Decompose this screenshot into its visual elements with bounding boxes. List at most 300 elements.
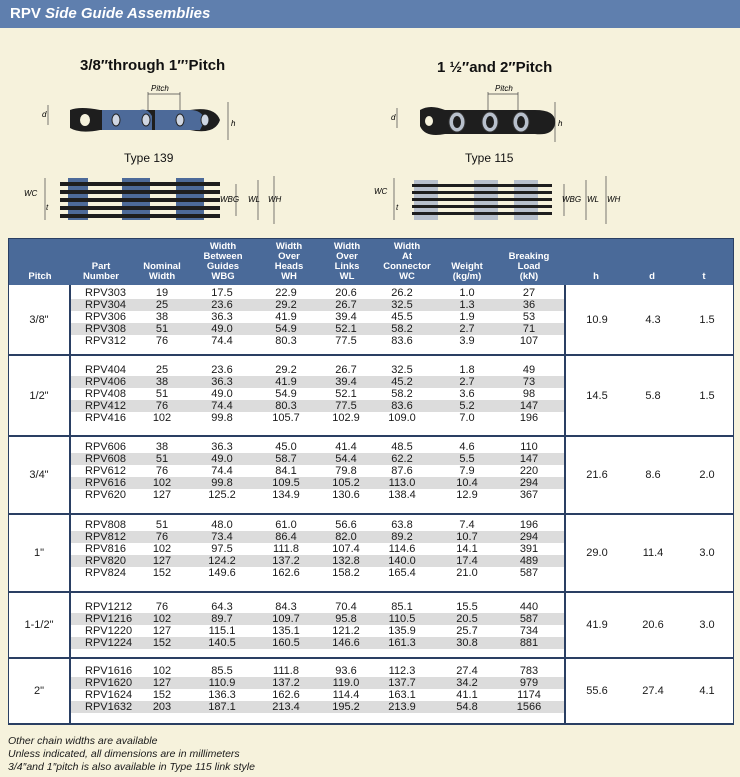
table-cell: 152 xyxy=(152,567,172,579)
dim-h: 55.6 xyxy=(586,685,608,697)
table-cell: 1.3 xyxy=(459,299,475,311)
table-cell: 102 xyxy=(152,543,172,555)
table-cell: 10.7 xyxy=(456,531,478,543)
table-cell: 19 xyxy=(155,287,169,299)
table-cell: 121.2 xyxy=(332,625,360,637)
table-cell: 102 xyxy=(152,477,172,489)
table-cell: 87.6 xyxy=(391,465,413,477)
table-cell: 39.4 xyxy=(335,376,357,388)
table-cell: 137.7 xyxy=(388,677,416,689)
wh-label-2: WH xyxy=(607,195,621,204)
table-cell: 30.8 xyxy=(456,637,478,649)
table-cell: 587 xyxy=(519,613,539,625)
th-wc: Width At Connector WC xyxy=(383,241,431,282)
h-label-2: h xyxy=(558,119,563,128)
dim-t: 4.1 xyxy=(699,685,715,697)
table-cell: 136.3 xyxy=(208,689,236,701)
table-cell: 77.5 xyxy=(335,335,357,347)
table-cell: 152 xyxy=(152,637,172,649)
th-breaking-load: Breaking Load (kN) xyxy=(508,251,550,282)
table-cell: 22.9 xyxy=(275,287,297,299)
table-cell: 70.4 xyxy=(335,601,357,613)
pitch-cell: 3/8" xyxy=(9,285,71,354)
footnote-2: Unless indicated, all dimensions are in millimeters xyxy=(8,748,240,760)
table-cell: 89.2 xyxy=(391,531,413,543)
table-cell: 99.8 xyxy=(211,477,233,489)
table-cell: 58.2 xyxy=(391,388,413,400)
dim-d: 20.6 xyxy=(642,619,664,631)
table-cell: 3.9 xyxy=(459,335,475,347)
table-cell: 26.7 xyxy=(335,364,357,376)
table-cell: 110.5 xyxy=(388,613,416,625)
table-cell: 83.6 xyxy=(391,400,413,412)
table-cell: 85.1 xyxy=(391,601,413,613)
dim-t: 1.5 xyxy=(699,389,715,402)
type-139-side-diagram xyxy=(40,80,255,150)
table-cell: 32.5 xyxy=(391,364,413,376)
table-cell: 111.8 xyxy=(273,665,299,677)
wl-label: WL xyxy=(248,195,260,204)
table-cell: 127 xyxy=(152,555,172,567)
table-cell: 294 xyxy=(519,531,539,543)
table-row xyxy=(71,567,564,579)
dim-d: 27.4 xyxy=(642,685,664,697)
table-row xyxy=(71,299,564,311)
table-row xyxy=(71,637,564,649)
dim-t: 1.5 xyxy=(699,313,715,326)
table-cell: 107 xyxy=(519,335,539,347)
table-row xyxy=(71,531,564,543)
pitch-group xyxy=(9,515,733,593)
d-label-2: d xyxy=(391,113,396,122)
table-cell: 84.3 xyxy=(275,601,297,613)
table-cell: 102 xyxy=(152,613,172,625)
table-cell: RPV1624 xyxy=(85,689,133,701)
table-cell: 20.6 xyxy=(335,287,357,299)
table-cell: 5.5 xyxy=(459,453,475,465)
table-cell: 158.2 xyxy=(332,567,360,579)
table-header xyxy=(9,239,733,285)
pitch-group xyxy=(9,356,733,437)
table-cell: 119.0 xyxy=(332,677,360,689)
dim-d: 5.8 xyxy=(645,389,661,402)
table-cell: 25 xyxy=(155,299,169,311)
table-cell: 71 xyxy=(522,323,536,335)
table-cell: 109.0 xyxy=(388,412,416,424)
table-row xyxy=(71,601,564,613)
table-row xyxy=(71,412,564,424)
table-cell: 26.7 xyxy=(335,299,357,311)
table-cell: RPV404 xyxy=(85,364,126,376)
dimension-cells xyxy=(564,356,733,435)
table-cell: 76 xyxy=(155,465,169,477)
table-cell: 58.7 xyxy=(275,453,297,465)
table-row xyxy=(71,665,564,677)
table-cell: 130.6 xyxy=(332,489,360,501)
table-cell: RPV816 xyxy=(85,543,126,555)
th-weight: Weight (kg/m) xyxy=(451,261,483,282)
table-cell: 1566 xyxy=(516,701,542,713)
table-cell: 38 xyxy=(155,441,169,453)
table-cell: 74.4 xyxy=(211,465,233,477)
table-cell: 29.2 xyxy=(275,299,297,311)
table-cell: 25 xyxy=(155,364,169,376)
table-cell: 21.0 xyxy=(456,567,478,579)
table-cell: 220 xyxy=(519,465,539,477)
th-pitch: Pitch xyxy=(28,271,52,282)
table-cell: 89.7 xyxy=(211,613,233,625)
table-cell: 111.8 xyxy=(273,543,299,555)
th-d: d xyxy=(649,271,655,282)
table-cell: 187.1 xyxy=(208,701,236,713)
table-cell: 734 xyxy=(519,625,539,637)
table-cell: 14.1 xyxy=(456,543,478,555)
table-row xyxy=(71,625,564,637)
table-cell: 146.6 xyxy=(332,637,360,649)
table-cell: 23.6 xyxy=(211,364,233,376)
table-cell: 127 xyxy=(152,489,172,501)
table-cell: 137.2 xyxy=(272,555,300,567)
table-cell: 63.8 xyxy=(391,519,413,531)
table-cell: 195.2 xyxy=(332,701,360,713)
table-cell: 161.3 xyxy=(388,637,416,649)
table-row xyxy=(71,477,564,489)
table-cell: 38 xyxy=(155,311,169,323)
table-cell: 138.4 xyxy=(388,489,416,501)
table-cell: 391 xyxy=(519,543,539,555)
table-cell: RPV616 xyxy=(85,477,126,489)
table-cell: RPV824 xyxy=(85,567,126,579)
dimension-cells xyxy=(564,285,733,354)
table-cell: 58.2 xyxy=(391,323,413,335)
table-cell: 51 xyxy=(155,519,169,531)
table-cell: 95.8 xyxy=(335,613,357,625)
table-cell: 147 xyxy=(519,453,539,465)
table-cell: RPV1216 xyxy=(85,613,133,625)
table-cell: 124.2 xyxy=(208,555,236,567)
table-cell: 5.2 xyxy=(459,400,475,412)
th-wh: Width Over Heads WH xyxy=(274,241,304,282)
table-cell: 109.7 xyxy=(272,613,300,625)
table-cell: 54.9 xyxy=(275,388,297,400)
table-cell: 12.9 xyxy=(456,489,478,501)
table-row xyxy=(71,465,564,477)
table-cell: 587 xyxy=(519,567,539,579)
footnote-3: 3/4″and 1″pitch is also available in Type 115 link style xyxy=(8,761,255,773)
pitch-cell: 3/4" xyxy=(9,437,71,513)
table-cell: 74.4 xyxy=(211,400,233,412)
table-cell: 41.9 xyxy=(275,311,297,323)
table-row xyxy=(71,677,564,689)
table-row xyxy=(71,287,564,299)
table-cell: 783 xyxy=(519,665,539,677)
table-cell: 98 xyxy=(522,388,536,400)
table-cell: 49 xyxy=(522,364,536,376)
table-cell: RPV408 xyxy=(85,388,126,400)
table-cell: 73.4 xyxy=(211,531,233,543)
table-cell: 1174 xyxy=(517,689,541,701)
table-cell: 76 xyxy=(155,335,169,347)
table-cell: 36.3 xyxy=(211,376,233,388)
th-t: t xyxy=(702,271,706,282)
wbg-label: WBG xyxy=(220,195,240,204)
table-cell: 196 xyxy=(519,412,539,424)
table-cell: 17.5 xyxy=(211,287,233,299)
footnotes xyxy=(8,735,255,774)
table-cell: 440 xyxy=(519,601,539,613)
table-cell: 149.6 xyxy=(208,567,236,579)
table-cell: 49.0 xyxy=(211,323,233,335)
table-cell: 54.9 xyxy=(275,323,297,335)
table-cell: 45.2 xyxy=(391,376,413,388)
table-cell: 80.3 xyxy=(275,400,297,412)
table-cell: 77.5 xyxy=(335,400,357,412)
table-row xyxy=(71,543,564,555)
table-cell: 26.2 xyxy=(391,287,413,299)
table-cell: 99.8 xyxy=(211,412,233,424)
left-section-title: 3/8″through 1″’Pitch xyxy=(80,57,226,74)
d-label: d xyxy=(42,110,47,119)
pitch-group xyxy=(9,659,733,725)
th-wbg: Width Between Guides WBG xyxy=(203,241,243,282)
table-cell: RPV820 xyxy=(85,555,126,567)
table-cell: 367 xyxy=(519,489,539,501)
table-cell: 127 xyxy=(152,625,172,637)
table-cell: 2.7 xyxy=(459,323,475,335)
table-cell: 162.6 xyxy=(272,689,300,701)
table-cell: 135.1 xyxy=(272,625,300,637)
table-cell: 1.8 xyxy=(459,364,475,376)
table-cell: 48.0 xyxy=(211,519,233,531)
dimension-cells xyxy=(564,659,733,723)
th-part-number: Part Number xyxy=(83,261,119,282)
table-cell: 162.6 xyxy=(272,567,300,579)
wc-label-2: WC xyxy=(374,187,388,196)
table-cell: 36 xyxy=(522,299,536,311)
table-cell: 127 xyxy=(152,677,172,689)
t-label: t xyxy=(46,203,49,212)
table-cell: RPV412 xyxy=(85,400,126,412)
table-cell: 39.4 xyxy=(335,311,357,323)
table-cell: 140.0 xyxy=(388,555,416,567)
table-cell: 147 xyxy=(519,400,539,412)
dimension-cells xyxy=(564,515,733,591)
table-row xyxy=(71,364,564,376)
table-cell: 62.2 xyxy=(391,453,413,465)
th-h: h xyxy=(593,271,599,282)
table-cell: 213.9 xyxy=(388,701,416,713)
table-row xyxy=(71,376,564,388)
table-cell: 203 xyxy=(152,701,172,713)
table-cell: 76 xyxy=(155,400,169,412)
table-cell: 110.9 xyxy=(208,677,236,689)
table-row xyxy=(71,489,564,501)
table-cell: 1.0 xyxy=(459,287,475,299)
table-cell: 105.2 xyxy=(332,477,360,489)
pitch-label-2: Pitch xyxy=(495,84,513,93)
table-cell: 979 xyxy=(519,677,539,689)
dimension-cells xyxy=(564,437,733,513)
table-cell: 32.5 xyxy=(391,299,413,311)
table-cell: 74.4 xyxy=(211,335,233,347)
table-cell: RPV1220 xyxy=(85,625,133,637)
table-cell: 48.5 xyxy=(391,441,413,453)
table-cell: RPV303 xyxy=(85,287,126,299)
table-cell: 213.4 xyxy=(272,701,300,713)
table-cell: 76 xyxy=(155,601,169,613)
table-cell: 45.0 xyxy=(275,441,297,453)
table-row xyxy=(71,400,564,412)
table-cell: RPV304 xyxy=(85,299,126,311)
table-cell: RPV416 xyxy=(85,412,126,424)
table-row xyxy=(71,613,564,625)
table-row xyxy=(71,335,564,347)
table-cell: RPV812 xyxy=(85,531,126,543)
table-cell: 41.4 xyxy=(335,441,357,453)
table-cell: 84.1 xyxy=(275,465,297,477)
th-wl: Width Over Links WL xyxy=(333,241,361,282)
table-cell: 34.2 xyxy=(456,677,478,689)
table-cell: 113.0 xyxy=(388,477,416,489)
table-cell: 49.0 xyxy=(211,453,233,465)
table-cell: 107.4 xyxy=(332,543,360,555)
table-cell: 132.8 xyxy=(332,555,360,567)
dim-d: 11.4 xyxy=(642,547,664,559)
h-label: h xyxy=(231,119,236,128)
table-cell: 54.4 xyxy=(335,453,357,465)
table-cell: 49.0 xyxy=(211,388,233,400)
table-cell: RPV620 xyxy=(85,489,126,501)
table-cell: 27.4 xyxy=(456,665,478,677)
table-cell: 86.4 xyxy=(275,531,297,543)
pitch-cell: 1-1/2" xyxy=(9,593,71,657)
table-cell: 7.0 xyxy=(459,412,475,424)
table-cell: 110 xyxy=(520,441,538,453)
table-cell: RPV608 xyxy=(85,453,126,465)
table-row xyxy=(71,323,564,335)
pitch-group xyxy=(9,437,733,515)
table-cell: 52.1 xyxy=(335,323,357,335)
table-cell: 102.9 xyxy=(332,412,360,424)
table-cell: 27 xyxy=(522,287,536,299)
spec-table xyxy=(8,238,734,725)
table-cell: 152 xyxy=(152,689,172,701)
table-row xyxy=(71,441,564,453)
table-cell: 294 xyxy=(519,477,539,489)
table-cell: 38 xyxy=(155,376,169,388)
table-cell: 134.9 xyxy=(272,489,300,501)
table-cell: 45.5 xyxy=(391,311,413,323)
table-cell: 115.1 xyxy=(208,625,236,637)
type-115-label: Type 115 xyxy=(465,151,514,165)
table-cell: 102 xyxy=(152,665,172,677)
table-cell: 125.2 xyxy=(208,489,236,501)
table-cell: 51 xyxy=(155,453,169,465)
t-label-2: t xyxy=(396,203,399,212)
table-cell: 140.5 xyxy=(208,637,236,649)
table-cell: RPV312 xyxy=(85,335,126,347)
pitch-cell: 2" xyxy=(9,659,71,723)
table-cell: 20.5 xyxy=(456,613,478,625)
dimension-cells xyxy=(564,593,733,657)
table-cell: 489 xyxy=(519,555,539,567)
table-cell: 36.3 xyxy=(211,441,233,453)
dim-h: 14.5 xyxy=(586,389,608,402)
table-cell: 109.5 xyxy=(272,477,300,489)
pitch-label: Pitch xyxy=(151,84,169,93)
table-cell: 105.7 xyxy=(272,412,300,424)
table-cell: 10.4 xyxy=(456,477,478,489)
wl-label-2: WL xyxy=(587,195,599,204)
table-cell: 3.6 xyxy=(459,388,475,400)
table-cell: 54.8 xyxy=(456,701,478,713)
table-cell: 114.4 xyxy=(332,689,360,701)
table-row xyxy=(71,689,564,701)
table-cell: 163.1 xyxy=(388,689,416,701)
table-row xyxy=(71,453,564,465)
table-cell: 56.6 xyxy=(335,519,357,531)
type-139-top-diagram xyxy=(20,172,295,227)
table-cell: 64.3 xyxy=(211,601,233,613)
table-cell: 51 xyxy=(155,323,169,335)
table-cell: 41.9 xyxy=(275,376,297,388)
table-cell: 4.6 xyxy=(459,441,475,453)
table-cell: RPV1620 xyxy=(85,677,133,689)
table-row xyxy=(71,701,564,713)
footnote-1: Other chain widths are available xyxy=(8,735,158,747)
wh-label: WH xyxy=(268,195,282,204)
table-row xyxy=(71,311,564,323)
table-cell: 25.7 xyxy=(456,625,478,637)
table-cell: 52.1 xyxy=(335,388,357,400)
pitch-cell: 1/2" xyxy=(9,356,71,435)
table-cell: 61.0 xyxy=(275,519,297,531)
table-cell: 97.5 xyxy=(211,543,233,555)
type-139-label: Type 139 xyxy=(124,151,174,165)
table-row xyxy=(71,388,564,400)
table-cell: RPV1212 xyxy=(85,601,133,613)
dim-t: 3.0 xyxy=(699,619,715,631)
wbg-label-2: WBG xyxy=(562,195,582,204)
table-cell: 76 xyxy=(155,531,169,543)
pitch-group xyxy=(9,593,733,659)
table-cell: RPV308 xyxy=(85,323,126,335)
table-cell: 85.5 xyxy=(211,665,233,677)
table-cell: 29.2 xyxy=(275,364,297,376)
brand-label: RPV xyxy=(10,5,41,22)
page-title: Side Guide Assemblies xyxy=(45,5,211,22)
table-cell: 93.6 xyxy=(335,665,357,677)
table-cell: 51 xyxy=(155,388,169,400)
type-115-top-diagram xyxy=(372,172,647,227)
table-cell: 137.2 xyxy=(272,677,300,689)
th-nominal-width: Nominal Width xyxy=(143,261,181,282)
table-cell: RPV808 xyxy=(85,519,126,531)
table-cell: 80.3 xyxy=(275,335,297,347)
table-cell: 53 xyxy=(522,311,536,323)
table-cell: 135.9 xyxy=(388,625,416,637)
table-cell: 15.5 xyxy=(456,601,478,613)
table-cell: RPV1632 xyxy=(85,701,133,713)
table-cell: 114.6 xyxy=(388,543,416,555)
table-cell: RPV306 xyxy=(85,311,126,323)
pitch-cell: 1" xyxy=(9,515,71,591)
table-cell: 165.4 xyxy=(388,567,416,579)
dim-h: 41.9 xyxy=(586,619,608,631)
table-cell: RPV406 xyxy=(85,376,126,388)
pitch-group xyxy=(9,285,733,356)
table-cell: RPV1616 xyxy=(85,665,133,677)
